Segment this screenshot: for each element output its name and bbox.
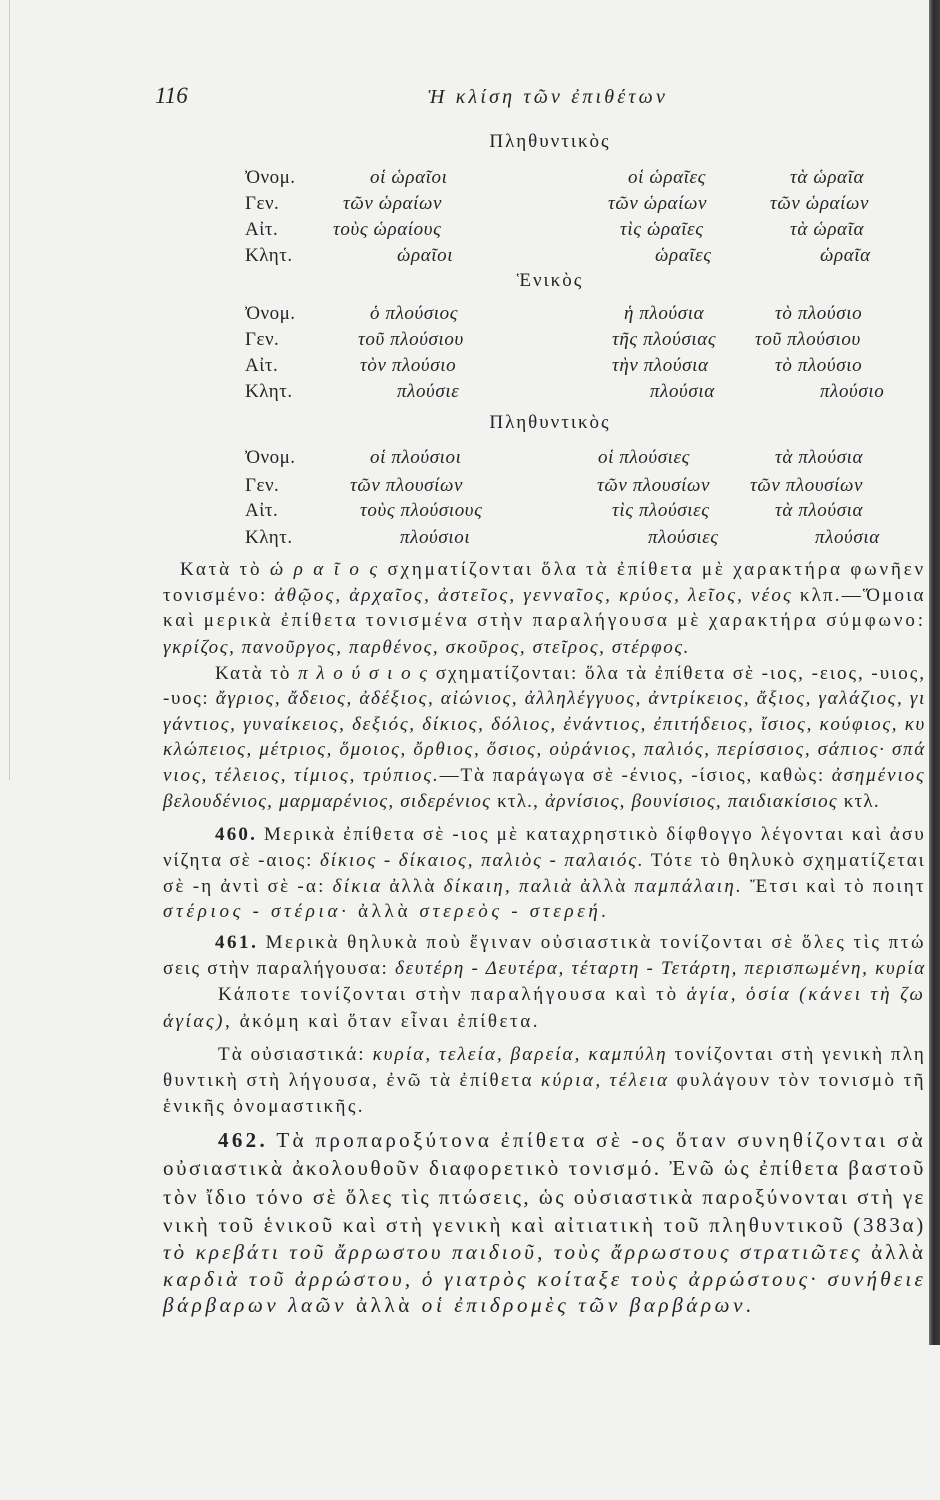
line-content <box>163 899 610 925</box>
text-line <box>163 763 926 789</box>
example-text: ἀσημένιος <box>831 765 926 786</box>
declension-form: τὰ ὡραῖα <box>790 219 865 240</box>
example-text: οἱ ἐπιδρομὲς τῶν βαρβάρων. <box>421 1293 755 1317</box>
example-text: καρδιὰ τοῦ ἀρρώστου, ὁ γιατρὸς κοίταξε τοὺς ἀρρώστους· συνήθειε <box>163 1267 927 1291</box>
text-run: ἀλλὰ <box>347 1293 422 1317</box>
declension-form: τῶν ὡραίων <box>770 193 870 214</box>
line-content <box>163 1094 365 1120</box>
example-text: στερεὸς - στερεή. <box>419 901 610 922</box>
case-label: Κλητ. <box>245 527 293 548</box>
declension-form: τὰ πλούσια <box>775 500 864 521</box>
case-label: Αἰτ. <box>245 355 279 376</box>
text-run: ἀλλὰ <box>349 901 420 922</box>
case-label: Αἰτ. <box>245 219 279 240</box>
text-line <box>163 737 926 763</box>
section-number: 460. <box>215 824 258 845</box>
declension-form: πλούσιο <box>820 381 885 402</box>
example-text: ἁγία, ὁσία (κάνει τὴ ζω <box>686 984 926 1005</box>
declension-form: ὁ πλούσιος <box>370 303 459 324</box>
text-run: Τότε τὸ θηλυκὸ σχηματίζεται <box>644 850 926 871</box>
text-run: τονισμένο: <box>163 585 275 606</box>
line-content <box>163 712 926 738</box>
line-content <box>163 789 880 815</box>
case-label: Ὀνομ. <box>245 167 296 188</box>
example-text: βάρβαρων λαῶν <box>163 1293 348 1317</box>
line-content <box>163 1291 755 1319</box>
line-content <box>163 1211 926 1239</box>
declension-form: πλούσια <box>650 381 715 402</box>
declension-form: τὴν πλούσια <box>612 355 709 376</box>
text-line <box>180 557 926 583</box>
line-content <box>215 822 926 848</box>
running-title <box>428 84 668 110</box>
text-run: θυντικὴ στὴ λήγουσα, ἐνῶ τὰ ἐπίθετα <box>163 1070 542 1091</box>
text-line <box>218 1126 926 1154</box>
text-run: ἀλλὰ <box>382 876 444 897</box>
text-line <box>163 789 880 815</box>
example-text: δίκαιη, παλιὰ <box>443 876 574 897</box>
example-text: δίκιος - δίκαιος, παλιὸς - παλαιός. <box>320 850 645 871</box>
text-line <box>163 899 610 925</box>
declension-form: τῶν πλουσίων <box>350 475 464 496</box>
example-text: κλώπειος, μέτριος, ὅμοιος, ὄρθιος, ὅσιος, οὐράνιος, παλιός, περίσσιος, σάπιος· σπά <box>163 739 926 760</box>
text-run: τὸν ἴδιο τόνο σὲ ὅλες τὶς πτώσεις, ὡς οὐσιαστικὰ παροξύνονται στὴ γε <box>163 1185 926 1209</box>
text-line <box>163 874 926 900</box>
declension-form: τὸ πλούσιο <box>775 303 863 324</box>
declension-form: ὡραῖα <box>820 245 871 266</box>
text-line <box>163 583 926 609</box>
example-text: δευτέρη - Δευτέρα, τέταρτη - Τετάρτη, περισπωμένη, κυρία <box>395 958 927 979</box>
line-content <box>218 1042 926 1068</box>
table-heading: Πληθυντικὸς <box>489 412 611 433</box>
text-run: Τὰ προπαροξύτονα ἐπίθετα σὲ -ος ὅταν συνηθίζονται σὰ <box>268 1128 926 1152</box>
text-line <box>215 661 926 687</box>
example-text: ἁγίας) <box>163 1011 225 1032</box>
text-line <box>163 1009 540 1035</box>
declension-form: ὡραῖες <box>655 245 712 266</box>
scan-right-edge-shadow <box>929 0 940 1345</box>
example-text: στέριος - στέρια· <box>163 901 350 922</box>
text-line <box>218 1042 926 1068</box>
case-label: Γεν. <box>245 329 280 350</box>
declension-form: τὸν πλούσιο <box>360 355 457 376</box>
text-line <box>163 956 926 982</box>
declension-form: πλούσιες <box>648 527 719 548</box>
line-content <box>163 874 926 900</box>
example-text: ἀρνίσιος, βουνίσιος, παιδιακίσιος <box>545 791 838 812</box>
example-text: π λ ο ύ σ ι ο ς <box>298 663 430 684</box>
text-line <box>163 1291 755 1319</box>
example-text: βελουδένιος, μαρμαρένιος, σιδερένιος <box>163 791 492 812</box>
text-line <box>163 1238 926 1266</box>
line-content <box>163 608 926 634</box>
text-run: κτλ. <box>837 791 880 812</box>
section-number: 462. <box>218 1128 269 1152</box>
line-content <box>215 930 926 956</box>
declension-form: τὰ ὡραῖα <box>790 167 865 188</box>
declension-form: οἱ ὡραῖες <box>628 167 706 188</box>
line-content <box>163 635 690 661</box>
example-text: ὡ ρ α ῖ ο ς <box>269 559 380 580</box>
example-text: γκρίζος, πανοῦργος, παρθένος, σκοῦρος, στεῖρος, στέρφος. <box>163 637 691 658</box>
example-text: παμπάλαιη. <box>634 876 743 897</box>
example-text: ἀθῷος, ἀρχαῖος, ἀστεῖος, γενναῖος, κρύος, λεῖος, νέος <box>274 585 793 606</box>
line-content <box>163 1154 926 1182</box>
text-line <box>163 848 926 874</box>
line-content <box>215 661 926 687</box>
example-text: γάντιος, γυναίκειος, δεξιός, δίκιος, δόλιος, ἐνάντιος, ἐπιτήδειος, ἴσιος, κούφιος, κυ <box>163 714 926 735</box>
declension-form: πλούσια <box>815 527 880 548</box>
text-run: Κατὰ τὸ <box>215 663 299 684</box>
line-content <box>163 686 926 712</box>
text-run: ἀλλὰ <box>862 1240 927 1264</box>
line-content <box>218 982 926 1008</box>
text-line <box>215 930 926 956</box>
text-run: Μερικὰ ἐπίθετα σὲ -ιος μὲ καταχρηστικὸ δίφθογγο λέγονται καὶ ἀσυ <box>257 824 927 845</box>
text-run: —Τὰ παράγωγα σὲ -ένιος, -ίσιος, καθὼς: <box>439 765 832 786</box>
text-run: Τὰ οὐσιαστικά: <box>218 1044 373 1065</box>
text-run: ἑνικῆς ὀνομαστικῆς. <box>163 1096 365 1117</box>
line-content <box>163 1238 926 1266</box>
text-run: Κατὰ τὸ <box>180 559 270 580</box>
running-title-text: Ἡ κλίση τῶν ἐπιθέτων <box>428 86 669 108</box>
declension-form: τοὺς πλούσιους <box>360 500 483 521</box>
declension-form: τὰ πλούσια <box>775 447 864 468</box>
text-line <box>163 1183 926 1211</box>
declension-form: τῶν ὡραίων <box>343 193 443 214</box>
text-run: Μερικὰ θηλυκὰ ποὺ ἔγιναν οὐσιαστικὰ τονίζονται σὲ ὅλες τὶς πτώ <box>258 932 926 953</box>
declension-form: οἱ πλούσιοι <box>370 447 462 468</box>
example-text: νιος, τέλειος, τίμιος, τρύπιος. <box>163 765 440 786</box>
case-label: Αἰτ. <box>245 500 279 521</box>
line-content <box>218 1126 926 1154</box>
line-content <box>163 737 926 763</box>
case-label: Κλητ. <box>245 245 293 266</box>
text-run: καὶ μερικὰ ἐπίθετα τονισμένα στὴν παραλήγουσα μὲ χαρακτήρα σύμφωνο: <box>163 610 926 631</box>
text-line <box>163 1265 926 1293</box>
declension-form: τῶν ὡραίων <box>608 193 708 214</box>
text-run: Κάποτε τονίζονται στὴν παραλήγουσα καὶ τὸ <box>218 984 687 1005</box>
text-run: τονίζονται στὴ γενικὴ πλη <box>667 1044 926 1065</box>
case-label: Ὀνομ. <box>245 303 296 324</box>
example-text: κύρια, τέλεια <box>541 1070 670 1091</box>
text-line <box>163 1211 926 1239</box>
declension-form: τῶν πλουσίων <box>750 475 864 496</box>
text-line <box>163 686 926 712</box>
text-run: σεις στὴν παραλήγουσα: <box>163 958 396 979</box>
text-run: , ἀκόμη καὶ ὅταν εἶναι ἐπίθετα. <box>225 1011 540 1032</box>
example-text: δίκια <box>332 876 383 897</box>
declension-form: τοῦ πλούσιου <box>755 329 861 350</box>
text-run: κλπ.—Ὅμοια <box>792 585 926 606</box>
declension-form: τὶς ὡραῖες <box>620 219 704 240</box>
example-text: τὸ κρεβάτι τοῦ ἄρρωστου παιδιοῦ, τοὺς ἄρρωστους στρατιῶτες <box>163 1240 863 1264</box>
example-text: κυρία, τελεία, βαρεία, καμπύλη <box>372 1044 668 1065</box>
declension-form: τοὺς ὡραίους <box>333 219 442 240</box>
text-line <box>163 608 926 634</box>
line-content <box>163 1183 926 1211</box>
text-line <box>163 1154 926 1182</box>
table-heading: Πληθυντικὸς <box>489 131 611 152</box>
text-line <box>163 1068 926 1094</box>
case-label: Γεν. <box>245 475 280 496</box>
declension-form: οἱ ὡραῖοι <box>370 167 448 188</box>
example-text: ἄγριος, ἄδειος, ἀδέξιος, αἰώνιος, ἀλληλέγγυος, ἀντρίκειος, ἄξιος, γαλάζιος, γι <box>215 688 926 709</box>
declension-form: τῶν πλουσίων <box>597 475 711 496</box>
declension-form: τὸ πλούσιο <box>775 355 863 376</box>
line-content <box>163 1068 926 1094</box>
line-content <box>163 848 926 874</box>
text-run: σχηματίζονται: ὅλα τὰ ἐπίθετα σὲ -ιος, -ειος, -υιος, <box>429 663 926 684</box>
line-content <box>163 956 926 982</box>
case-label: Κλητ. <box>245 381 293 402</box>
text-run: -υος: <box>163 688 216 709</box>
text-run: νίζητα σὲ -αιος: <box>163 850 320 871</box>
text-line <box>215 822 926 848</box>
text-run: κτλ., <box>491 791 546 812</box>
declension-form: τῆς πλούσιας <box>612 329 717 350</box>
text-line <box>163 635 690 661</box>
text-line <box>163 1094 365 1120</box>
text-run: νικὴ τοῦ ἑνικοῦ καὶ στὴ γενικὴ καὶ αἰτιατικὴ τοῦ πληθυντικοῦ (383α) <box>163 1213 926 1237</box>
table-heading: Ἑνικὸς <box>516 270 584 291</box>
case-label: Γεν. <box>245 193 280 214</box>
section-number: 461. <box>215 932 259 953</box>
text-run: φυλάγουν τὸν τονισμὸ τῆ <box>669 1070 926 1091</box>
text-run: οὐσιαστικὰ ἀκολουθοῦν διαφορετικὸ τονισμό. Ἐνῶ ὡς ἐπίθετα βαστοῦ <box>163 1156 926 1180</box>
declension-form: ὡραῖοι <box>397 245 454 266</box>
text-line <box>218 982 926 1008</box>
text-run: σὲ -η ἀντὶ σὲ -α: <box>163 876 333 897</box>
line-content <box>163 763 926 789</box>
text-line <box>163 712 926 738</box>
text-run: σχηματίζονται ὅλα τὰ ἐπίθετα μὲ χαρακτήρα φωνῆεν <box>379 559 926 580</box>
line-content <box>180 557 926 583</box>
line-content <box>163 1009 540 1035</box>
declension-form: οἱ πλούσιες <box>598 447 690 468</box>
declension-form: τὶς πλούσιες <box>612 500 710 521</box>
case-label: Ὀνομ. <box>245 447 296 468</box>
scan-left-edge <box>9 0 10 780</box>
text-run: Ἔτσι καὶ τὸ ποιητ <box>742 876 926 897</box>
declension-form: ἡ πλούσια <box>624 303 705 324</box>
declension-form: πλούσιε <box>397 381 460 402</box>
page-number: 116 <box>155 83 188 108</box>
declension-form: τοῦ πλούσιου <box>358 329 464 350</box>
line-content <box>163 583 926 609</box>
declension-form: πλούσιοι <box>400 527 471 548</box>
line-content <box>163 1265 926 1293</box>
text-run: ἀλλὰ <box>573 876 635 897</box>
